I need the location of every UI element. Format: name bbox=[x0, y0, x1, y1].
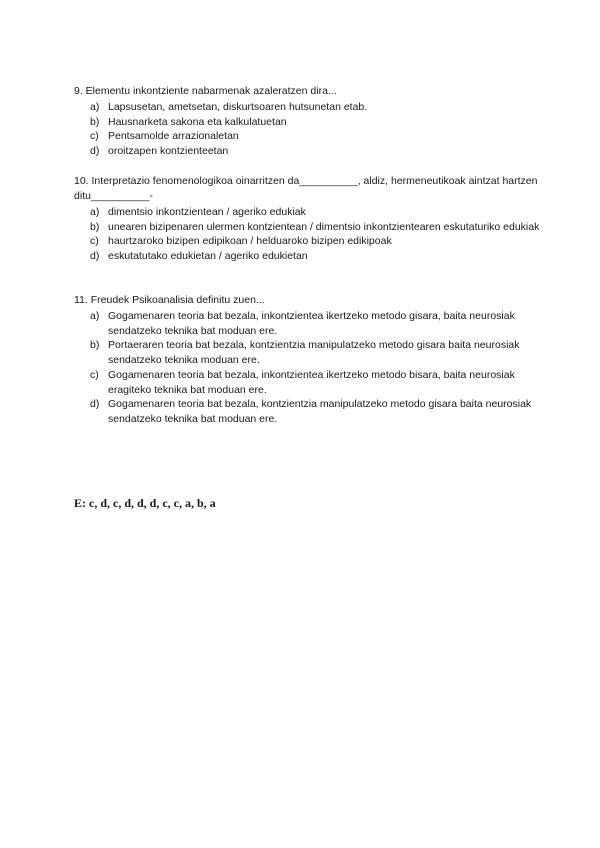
option-d bbox=[74, 249, 544, 264]
option-text: Portaeraren teoria bat bezala, kontzientzia manipulatzeko metodo gisara baita neurosiak sendatzeko teknika moduan ere. bbox=[108, 339, 520, 367]
option-a bbox=[74, 100, 544, 115]
option-text: Hausnarketa sakona eta kalkulatuetan bbox=[108, 115, 287, 128]
option-text: Gogamenaren teoria bat bezala, inkontzientea ikertzeko metodo gisara, baita neurosiak sendatzeko teknika bat moduan ere. bbox=[108, 310, 515, 337]
option-list bbox=[74, 309, 544, 427]
option-text: eskutatutako edukietan / ageriko edukietan bbox=[108, 250, 308, 263]
option-b bbox=[74, 338, 544, 367]
option-letter: b) bbox=[90, 115, 100, 128]
option-text: Gogamenaren teoria bat bezala, inkontzientea ikertzeko metodo bisara, baita neurosiak eragiteko teknika bat moduan ere. bbox=[108, 368, 515, 396]
option-letter: a) bbox=[90, 310, 100, 322]
question-text: 10. Interpretazio fenomenologikoa oinarritzen da__________, aldiz, hermeneutikoak aintzat hartzen ditu__________- bbox=[74, 175, 538, 202]
question-text: 9. Elementu inkontziente nabarmenak azaleratzen dira... bbox=[74, 85, 337, 97]
option-text: oroitzapen kontzienteetan bbox=[108, 145, 229, 158]
option-d bbox=[74, 144, 544, 159]
option-b bbox=[74, 115, 544, 130]
option-c bbox=[74, 368, 544, 397]
option-letter: d) bbox=[90, 250, 100, 263]
option-c bbox=[74, 234, 544, 249]
question-10 bbox=[74, 174, 544, 264]
option-d bbox=[74, 397, 544, 426]
option-letter: b) bbox=[90, 220, 100, 233]
question-11 bbox=[74, 293, 544, 427]
option-text: Lapsusetan, ametsetan, diskurtsoaren hutsunetan etab. bbox=[108, 101, 368, 113]
option-letter: b) bbox=[90, 339, 100, 352]
option-letter: d) bbox=[90, 398, 100, 411]
option-text: haurtzaroko bizipen edipikoan / helduaroko bizipen edikipoak bbox=[108, 235, 392, 248]
question-9 bbox=[74, 84, 544, 159]
option-text: Gogamenaren teoria bat bezala, kontzientzia manipulatzeko metodo gisara baita neurosiak sendatzeko teknika bat moduan ere. bbox=[108, 398, 532, 425]
option-c bbox=[74, 129, 544, 144]
option-text: unearen bizipenaren ulermen kontzientean / dimentsio inkontzientearen eskutaturiko edukiak bbox=[108, 220, 540, 233]
option-letter: a) bbox=[90, 206, 100, 218]
option-b bbox=[74, 220, 544, 235]
option-text: dimentsio inkontzientean / ageriko edukiak bbox=[108, 206, 306, 218]
option-text: Pentsamolde arrazionaletan bbox=[108, 130, 239, 143]
option-list bbox=[74, 205, 544, 264]
option-letter: a) bbox=[90, 101, 100, 113]
option-list bbox=[74, 100, 544, 159]
option-letter: c) bbox=[90, 368, 99, 381]
answer-key: E: c, d, c, d, d, d, c, c, a, b, a bbox=[74, 496, 216, 510]
option-a bbox=[74, 309, 544, 338]
option-letter: d) bbox=[90, 145, 100, 158]
option-a bbox=[74, 205, 544, 220]
question-text: 11. Freudek Psikoanalisia definitu zuen... bbox=[74, 294, 265, 306]
option-letter: c) bbox=[90, 235, 99, 248]
option-letter: c) bbox=[90, 130, 99, 143]
